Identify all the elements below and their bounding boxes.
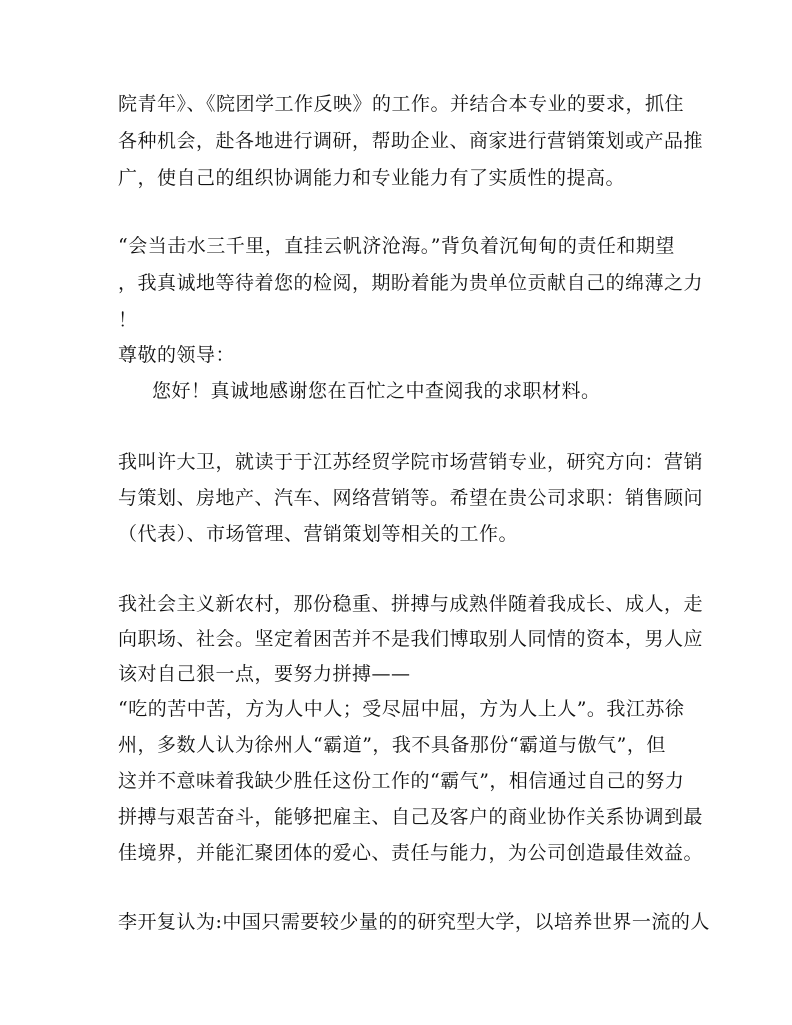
text-line: 拼搏与艰苦奋斗，能够把雇主、自己及客户的商业协作关系协调到最 <box>118 806 704 828</box>
text-line: 向职场、社会。坚定着困苦并不是我们博取别人同情的资本，男人应 <box>118 628 704 650</box>
text-line: 与策划、房地产、汽车、网络营销等。希望在贵公司求职：销售顾问 <box>118 487 704 509</box>
text-line: 各种机会，赴各地进行调研，帮助企业、商家进行营销策划或产品推 <box>118 130 704 152</box>
text-line: （代表）、市场管理、营销策划等相关的工作。 <box>118 523 519 545</box>
text-line: 州，多数人认为徐州人“霸道”，我不具备那份“霸道与傲气”，但 <box>118 734 666 756</box>
text-line: 该对自己狠一点，要努力拼搏—— <box>118 663 411 685</box>
text-line: ，我真诚地等待着您的检阅，期盼着能为贵单位贡献自己的绵薄之力 <box>118 272 704 294</box>
text-line: 我叫许大卫，就读于于江苏经贸学院市场营销专业，研究方向：营销 <box>118 451 704 473</box>
text-line: 这并不意味着我缺少胜任这份工作的“霸气”，相信通过自己的努力 <box>118 770 685 792</box>
salutation: 尊敬的领导： <box>118 344 236 366</box>
text-line: “吃的苦中苦，方为人中人；受尽屈中屈，方为人上人”。我江苏徐 <box>118 698 685 720</box>
text-line: 李开复认为:中国只需要较少量的的研究型大学，以培养世界一流的人 <box>118 911 710 933</box>
text-line: 佳境界，并能汇聚团体的爱心、责任与能力，为公司创造最佳效益。 <box>118 842 704 864</box>
text-line: 院青年》、《院团学工作反映》的工作。并结合本专业的要求，抓住 <box>118 93 685 115</box>
greeting: 您好！真诚地感谢您在百忙之中查阅我的求职材料。 <box>152 380 601 402</box>
text-line: 我社会主义新农村，那份稳重、拼搏与成熟伴随着我成长、成人，走 <box>118 593 704 615</box>
text-line: “会当击水三千里，直挂云帆济沧海。”背负着沉甸甸的责任和期望 <box>118 235 675 257</box>
text-line: 广，使自己的组织协调能力和专业能力有了实质性的提高。 <box>118 167 626 189</box>
text-line: ！ <box>118 309 138 331</box>
